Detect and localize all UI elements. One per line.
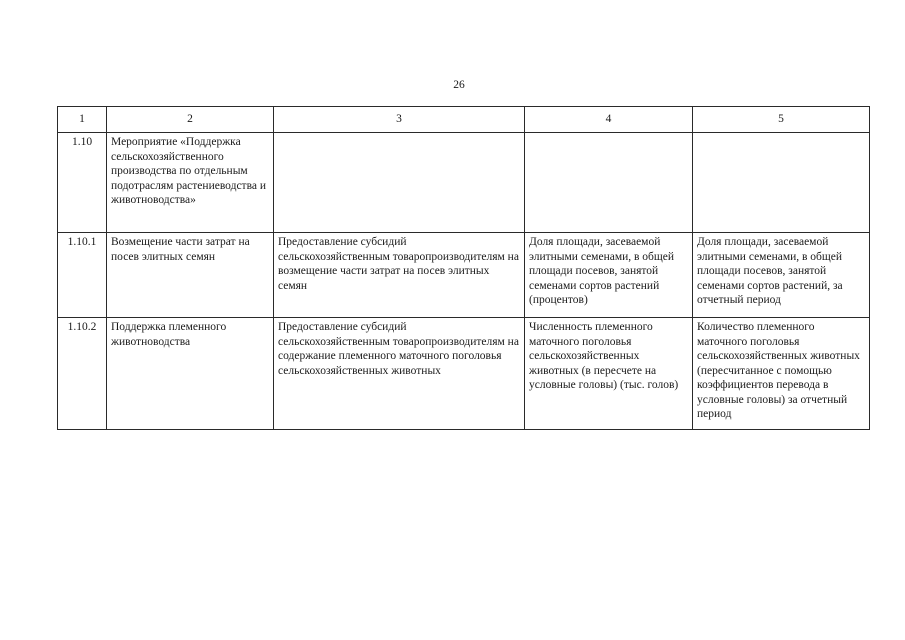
measure-indicator: [525, 133, 693, 233]
column-header-2: 2: [107, 107, 274, 133]
measure-indicator: Доля площади, засеваемой элитными семенами, в общей площади посевов, занятой семенами сортов растений (процентов): [525, 233, 693, 318]
measure-description: Предоставление субсидий сельскохозяйственным товаропроизводителям на содержание племенного маточного поголовья сельскохозяйственных животных: [274, 318, 525, 430]
table-row: [58, 133, 870, 233]
table-row: [58, 233, 870, 318]
table-header-row: [58, 107, 870, 133]
column-header-3: 3: [274, 107, 525, 133]
row-number: 1.10.2: [58, 318, 107, 430]
measure-result: Количество племенного маточного поголовья сельскохозяйственных животных (пересчитанное с помощью коэффициентов перевода в условные головы) за отчетный период: [693, 318, 870, 430]
row-number: 1.10.1: [58, 233, 107, 318]
measure-name: Поддержка племенного животноводства: [107, 318, 274, 430]
measure-result: [693, 133, 870, 233]
measures-table: [57, 106, 870, 430]
measure-indicator: Численность племенного маточного поголовья сельскохозяйственных животных (в пересчете на условные головы) (тыс. голов): [525, 318, 693, 430]
measure-description: Предоставление субсидий сельскохозяйственным товаропроизводителям на возмещение части затрат на посев элитных семян: [274, 233, 525, 318]
measure-name: Мероприятие «Поддержка сельскохозяйственного производства по отдельным подотраслям растениеводства и животноводства»: [107, 133, 274, 233]
row-number: 1.10: [58, 133, 107, 233]
table-row: [58, 318, 870, 430]
page-number: 26: [453, 79, 465, 91]
measure-description: [274, 133, 525, 233]
column-header-1: 1: [58, 107, 107, 133]
column-header-5: 5: [693, 107, 870, 133]
measure-result: Доля площади, засеваемой элитными семенами, в общей площади посевов, занятой семенами сортов растений, за отчетный период: [693, 233, 870, 318]
measure-name: Возмещение части затрат на посев элитных семян: [107, 233, 274, 318]
column-header-4: 4: [525, 107, 693, 133]
